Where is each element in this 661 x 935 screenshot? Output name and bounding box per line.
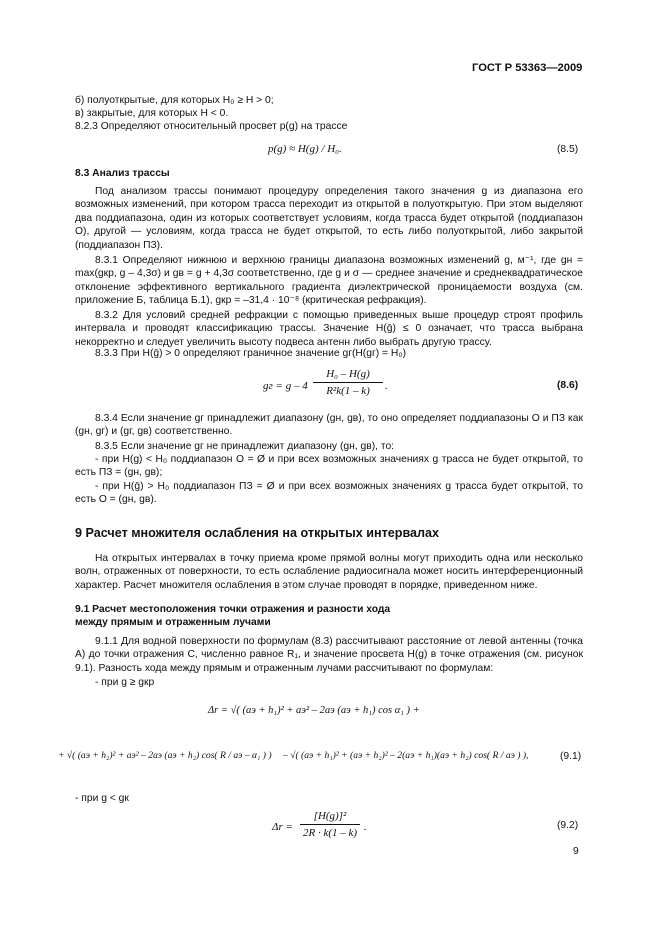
equation-9-2-denominator: 2R · k(1 – k) [302,827,358,839]
equation-number-8-5: (8.5) [557,144,579,155]
equation-number-9-2: (9.2) [557,820,579,831]
paragraph-8-2-3: 8.2.3 Определяют относительный просвет p(g) на трассе [75,121,348,132]
paragraph-8-3-4: 8.3.4 Если значение gг принадлежит диапазону (gн, gв), то оно определяет поддиапазоны О и ПЗ как (gн, gг) и (gг, gв) соответственно. [75,413,583,438]
paragraph-8-3: Под анализом трассы понимают процедуру определения такого значения g из диапазона его возможных изменений, при котором трасса переходит из открытой в полуоткрытую. При этом выделяют два поддиапазона, один из которых соответствует условиям, когда трасса будет открытой (поддиапазон О), другой — условиям, когда трасса не будет открытой, то есть либо полуоткрытой, либо закрытой (поддиапазон ПЗ). [75,186,583,251]
page-number: 9 [573,846,579,857]
equation-8-5: p(g) ≈ H(g) / H₀. [268,143,342,155]
section-9-title: 9 Расчет множителя ослабления на открытых интервалах [75,526,440,540]
standard-number: ГОСТ Р 53363—2009 [472,62,583,74]
equation-number-8-6: (8.6) [557,380,579,391]
equation-8-6-lhs: gг = g – 4 [263,380,308,392]
equation-9-2-tail: . [364,821,367,833]
fraction-bar [313,382,383,383]
equation-9-2-numerator: [H(g)]² [313,810,347,822]
equation-8-6-numerator: H₀ – H(g) [326,368,370,380]
equation-9-2-lhs: Δr = [272,821,293,833]
paragraph-9-1-1: 9.1.1 Для водной поверхности по формулам (8.3) рассчитывают расстояние от левой антенны (точка A) до точки отражения C, численно равное R₁, и значение просвета H(g) в точке отражения (см. рисунок 9.1). Разность хода между прямым и отраженным лучами рассчитывают по формулам: [75,636,583,674]
case-g-lt-gk: - при g < gк [75,793,129,804]
dash-item-2: - при H(ḡ) > H₀ поддиапазон ПЗ = Ø и при всех возможных значениях g трасса будет открытой, то есть О = (gн, gв). [75,481,583,506]
paragraph-8-3-1: 8.3.1 Определяют нижнюю и верхнюю границы диапазона возможных изменений g, м⁻¹, где gн = max(gкр, g – 4,3σ) и gв = g + 4,3σ соответственно, где g и σ — среднее значение и среднеквадратическое отклонение эффективного вертикального градиента диэлектрической проницаемости воздуха (см. приложение Б, таблица Б.1), gкр = –31,4 · 10⁻⁸ (критическая рефракция). [75,255,583,307]
equation-9-2 [272,810,412,846]
equation-8-6-tail: . [385,380,388,392]
section-9-1-title-line2: между прямым и отраженным лучами [75,617,271,628]
fraction-bar [300,824,360,825]
section-9-1-title-line1: 9.1 Расчет местоположения точки отражения и разности хода [75,604,391,615]
paragraph-8-3-3: 8.3.3 При H(ḡ) > 0 определяют граничное значение gг(H(gг) = H₀) [95,348,407,359]
case-g-ge-gkr: - при g ≥ gкр [95,677,155,688]
equation-9-1-line2b: – √( (aэ + h₁)² + (aэ + h₂)² – 2(aэ + h₁)(aэ + h₂) cos( R / aэ ) ), [283,750,529,761]
dash-item-1: - при H(g) < H₀ поддиапазон О = Ø и при всех возможных значениях g трасса не будет открытой, то есть ПЗ = (gн, gв); [75,454,583,479]
section-8-3-title: 8.3 Анализ трассы [75,168,170,179]
paragraph-8-3-2: 8.3.2 Для условий средней рефракции с помощью приведенных выше процедур строят профиль интервала и проводят классификацию трассы. Значение H(ḡ) ≤ 0 означает, что трасса выбрана некорректно и следует увеличить высоту подвеса антенн либо выбрать другую трассу. [75,310,583,348]
paragraph-9-intro: На открытых интервалах в точку приема кроме прямой волны могут приходить одна или несколько волн, отраженных от поверхности, то есть ослабление радиосигнала может носить интерференционный характер. Расчет множителя ослабления в этом случае проводят в порядке, приведенном ниже. [75,553,583,591]
paragraph-8-3-5: 8.3.5 Если значение gг не принадлежит диапазону (gн, gв), то: [95,441,395,452]
equation-number-9-1: (9.1) [560,751,582,762]
list-item-b: б) полуоткрытые, для которых H₀ ≥ H > 0; [75,95,274,106]
equation-9-1-line1: Δr = √( (aэ + h₁)² + aэ² – 2aэ (aэ + h₁) cos α₁ ) + [208,705,420,716]
equation-8-6-denominator: R²k(1 – k) [326,385,370,397]
list-item-v: в) закрытые, для которых H < 0. [75,108,229,119]
equation-9-1-line2a: + √( (aэ + h₂)² + aэ² – 2aэ (aэ + h₂) cos( R / aэ – α₁ ) ) [58,750,272,761]
